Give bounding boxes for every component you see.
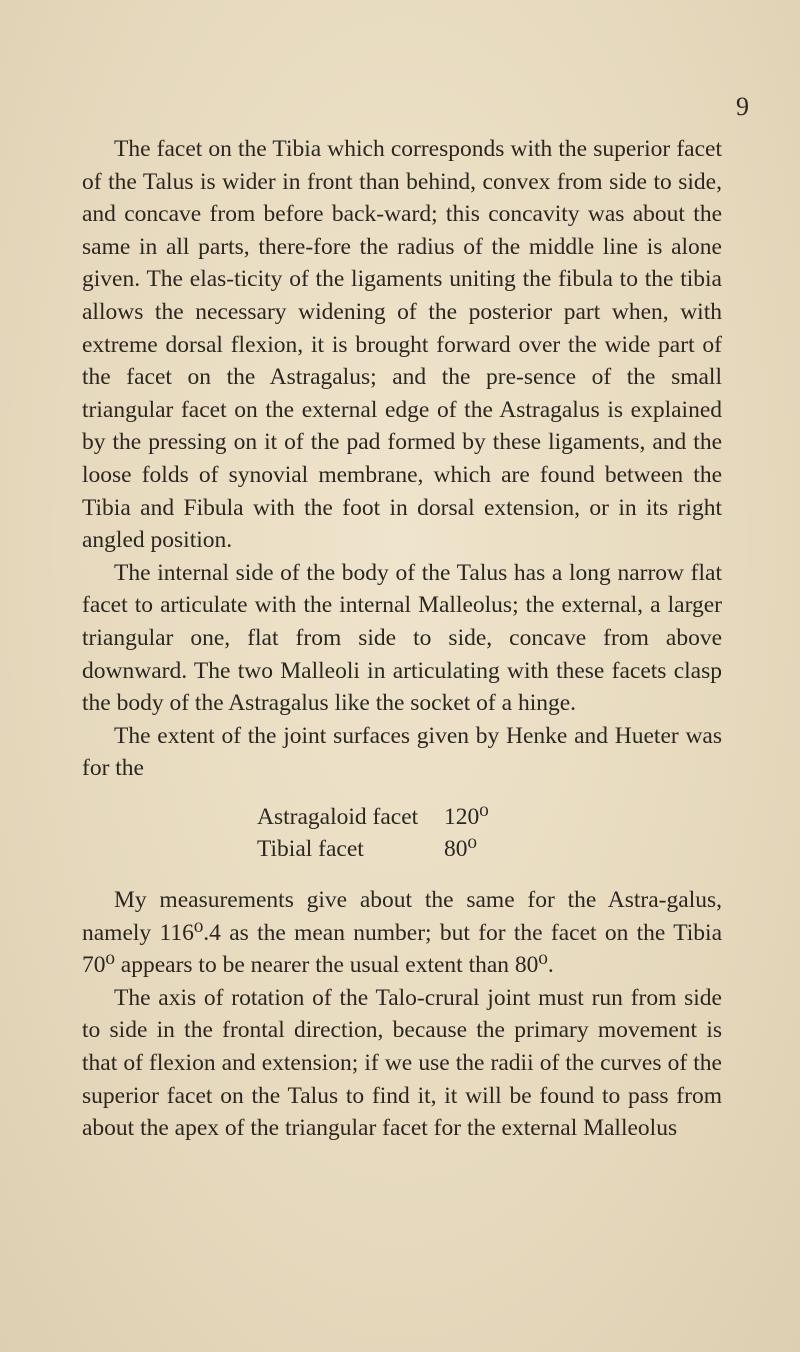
measurement-value: 120⁰ [444,803,489,830]
table-row [82,801,722,834]
measurement-label: Tibial facet [257,836,364,863]
measurement-value: 80⁰ [444,836,477,863]
paragraph-my-measurements: My measurements give about the same for the Astra-galus, namely 116⁰.4 as the mean number; but for the facet on the Tibia 70⁰ appears to be nearer the usual extent than 80⁰. [82,887,722,979]
paragraph-internal-side: The internal side of the body of the Talus has a long narrow flat facet to articulate with the internal Malleolus; the external, a larger triangular one, flat from side to side, concave from above downward. The two Malleoli in articulating with these facets clasp the body of the Astragalus like the socket of a hinge. [82,559,722,717]
paragraph-axis-rotation: The axis of rotation of the Talo-crural joint must run from side to side in the frontal direction, because the primary movement is that of flexion and extension; if we use the radii of the curves of the superior facet on the Talus to find it, it will be found to pass from about the apex of the triangular facet for the external Malleolus [82,984,722,1142]
body-text [82,133,722,1145]
measurement-label: Astragaloid facet [257,803,419,830]
table-row [82,833,722,866]
paragraph-tibia-facet: The facet on the Tibia which corresponds with the superior facet of the Talus is wider in front than behind, convex from side to side, and concave from before back-ward; this concavity was about the same in all parts, there-fore the radius of the middle line is alone given. The elas-ticity of the ligaments uniting the fibula to the tibia allows the necessary widening of the posterior part when, with extreme dorsal flexion, it is brought forward over the wide part of the facet on the Astragalus; and the pre-sence of the small triangular facet on the external edge of the Astragalus is explained by the pressing on it of the pad formed by these ligaments, and the loose folds of synovial membrane, which are found between the Tibia and Fibula with the foot in dorsal extension, or in its right angled position. [82,136,722,554]
paragraph-extent-intro: The extent of the joint surfaces given by Henke and Hueter was for the [82,722,722,782]
measurements-table [82,801,722,866]
page-number: 9 [736,92,749,121]
